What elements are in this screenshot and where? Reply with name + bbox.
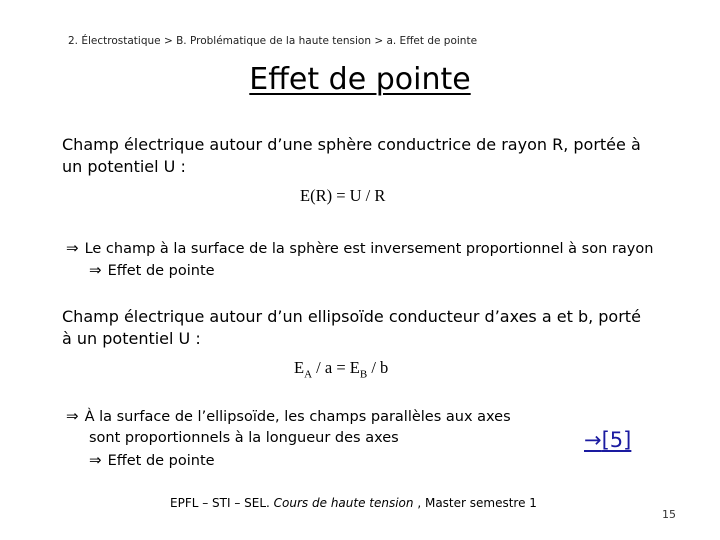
section2-bullet1-cont: sont proportionnels à la longueur des axes <box>89 430 399 446</box>
page-number: 15 <box>662 508 676 521</box>
implies-icon: ⇒ <box>66 239 79 257</box>
section1-bullet1 <box>66 238 653 260</box>
reference-link[interactable] <box>584 428 631 452</box>
section1-line1: Champ électrique autour d’une sphère conductrice de rayon R, portée à <box>62 135 641 154</box>
section2-intro <box>62 306 672 350</box>
section2-equation <box>294 358 388 380</box>
arrow-right-icon: → <box>584 428 602 452</box>
eq-e-a: E <box>294 358 305 377</box>
breadcrumb: 2. Électrostatique > B. Problématique de la haute tension > a. Effet de pointe <box>68 35 478 47</box>
section2-bullet1-line1: À la surface de l’ellipsoïde, les champs parallèles aux axes <box>84 409 511 425</box>
page-title <box>0 62 720 97</box>
section2-line2: à un potentiel U : <box>62 329 201 348</box>
eq-sub-a: A <box>304 368 313 381</box>
section1-line2: un potentiel U : <box>62 157 186 176</box>
section2-line1: Champ électrique autour d’un ellipsoïde conducteur d’axes a et b, porté <box>62 307 641 326</box>
footer-course: Cours de haute tension <box>273 496 414 510</box>
section1-intro <box>62 134 672 178</box>
footer-prefix: EPFL – STI – SEL. <box>170 496 274 510</box>
section2-bullet1 <box>66 406 511 428</box>
section2-bullet2 <box>89 450 215 472</box>
eq-sub-b: B <box>359 368 368 381</box>
reference-label: [5] <box>601 428 632 452</box>
footer <box>170 496 537 510</box>
page-title-text: Effet de pointe <box>249 62 471 97</box>
eq-mid: / a = E <box>312 358 360 377</box>
footer-suffix: , Master semestre 1 <box>413 496 537 510</box>
section1-bullet2 <box>89 260 215 282</box>
section2-bullet2-text: Effet de pointe <box>107 453 215 469</box>
implies-icon: ⇒ <box>89 451 102 469</box>
implies-icon: ⇒ <box>89 261 102 279</box>
section1-bullet2-text: Effet de pointe <box>107 263 215 279</box>
implies-icon: ⇒ <box>66 407 79 425</box>
section1-equation: E(R) = U / R <box>300 186 386 205</box>
section1-bullet1-text: Le champ à la surface de la sphère est inversement proportionnel à son rayon <box>84 241 654 257</box>
eq-rhs: / b <box>367 358 389 377</box>
